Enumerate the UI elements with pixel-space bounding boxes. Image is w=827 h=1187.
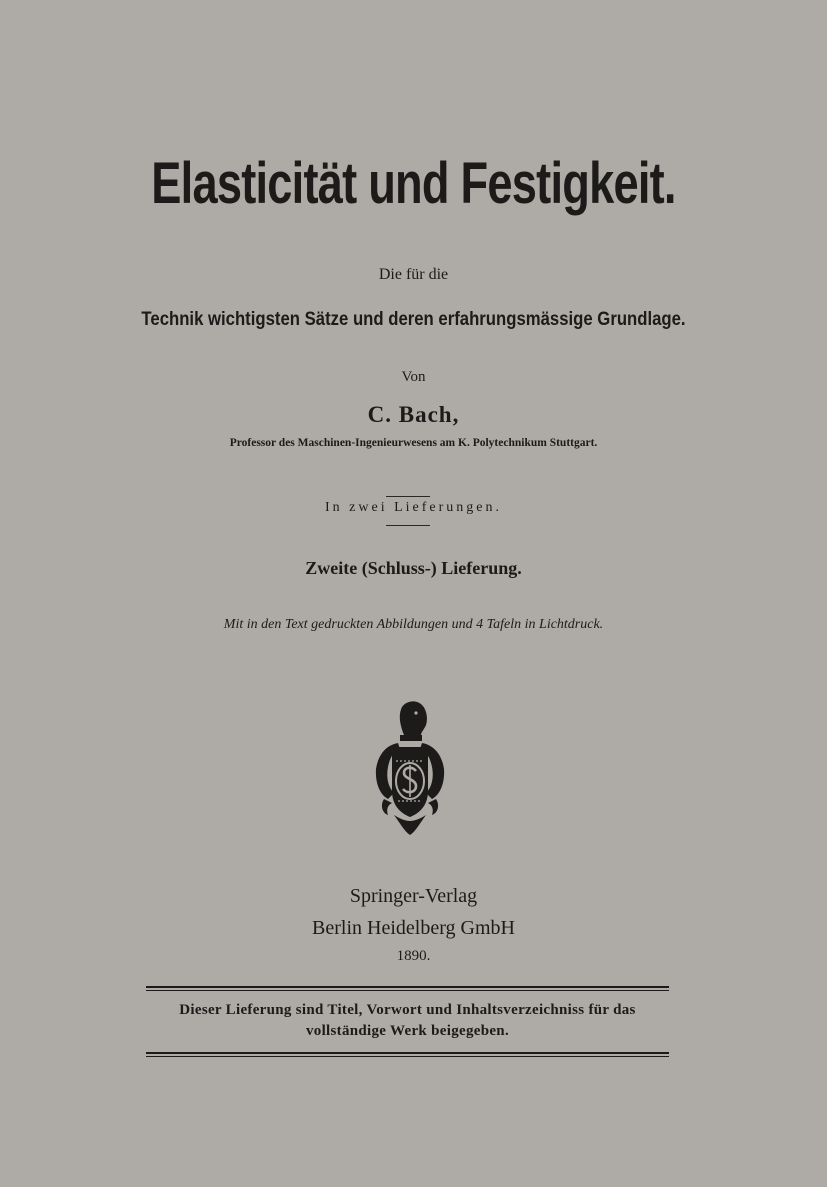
subtitle-line-1: Die für die: [378, 266, 449, 283]
by-label: Von: [401, 369, 426, 385]
publication-year: 1890.: [396, 948, 431, 964]
rule-above-parts: [386, 496, 430, 497]
publisher-name: Springer-Verlag: [349, 885, 478, 907]
book-title: Elasticität und Festigkeit.: [151, 151, 676, 216]
illustrations-note: Mit in den Text gedruckten Abbildungen und 4 Tafeln in Lichtdruck.: [223, 617, 604, 632]
rule-below-notice: [146, 1052, 669, 1057]
springer-chess-knight-icon: [364, 695, 456, 843]
rule-below-parts: [386, 525, 430, 526]
author-name: C. Bach,: [367, 402, 460, 427]
subtitle-line-2: Technik wichtigsten Sätze und deren erfahrungsmässige Grundlage.: [141, 309, 686, 330]
parts-note: In zwei Lieferungen.: [325, 500, 502, 515]
notice-line-2: vollständige Werk beigegeben.: [305, 1023, 509, 1039]
installment-title: Zweite (Schluss-) Lieferung.: [305, 558, 522, 578]
supplement-notice: [146, 1000, 669, 1042]
author-affiliation: Professor des Maschinen-Ingenieurwesens am K. Polytechnikum Stuttgart.: [229, 437, 598, 449]
notice-line-1: Dieser Lieferung sind Titel, Vorwort und Inhaltsverzeichniss für das: [179, 1002, 636, 1018]
publisher-place: Berlin Heidelberg GmbH: [312, 917, 515, 939]
rule-above-notice: [146, 986, 669, 991]
